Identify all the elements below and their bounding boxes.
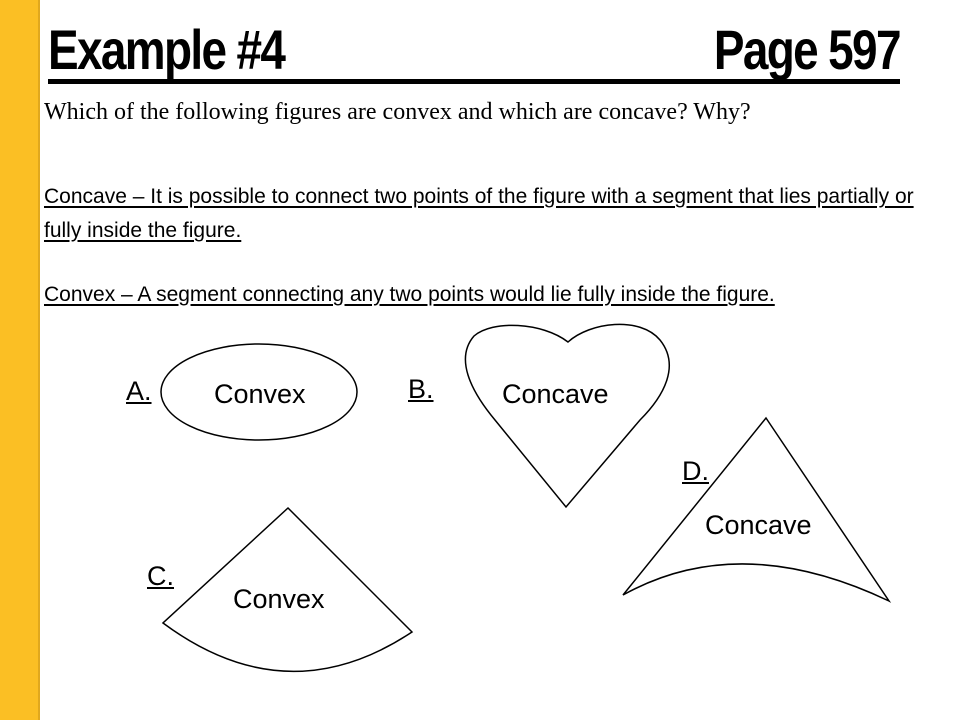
convex-definition: Convex – A segment connecting any two points would lie fully inside the figure.: [44, 283, 775, 306]
figure-a-label: A.: [126, 376, 152, 406]
figure-a-answer: Convex: [214, 379, 306, 409]
figure-c-label: C.: [147, 561, 174, 591]
figure-c-answer: Convex: [233, 584, 325, 614]
question-text: Which of the following figures are convex and which are concave? Why?: [44, 99, 751, 125]
figure-b-heart: [465, 324, 669, 507]
title-example: Example #4: [48, 18, 285, 81]
title-page: Page 597: [713, 18, 900, 81]
figure-d-label: D.: [682, 456, 709, 486]
figure-d-answer: Concave: [705, 510, 812, 540]
figure-b-answer: Concave: [502, 379, 609, 409]
concave-definition: Concave – It is possible to connect two points of the figure with a segment that lies partially or fully inside the figure.: [44, 185, 914, 242]
figure-b-label: B.: [408, 374, 434, 404]
